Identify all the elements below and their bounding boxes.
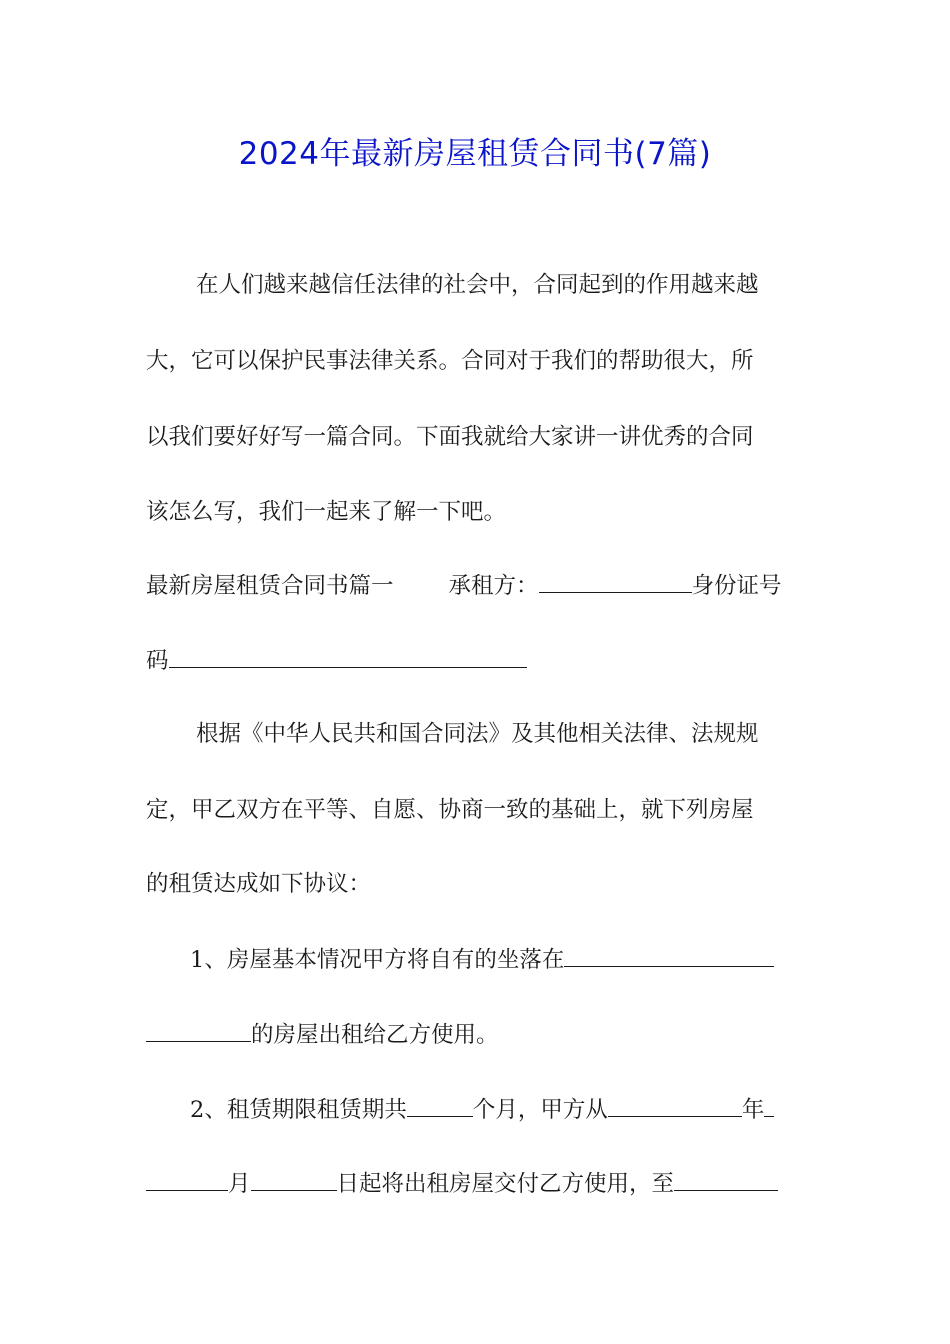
clause2-line-1 (190, 1094, 774, 1125)
id-label-end: 码 (146, 648, 169, 674)
basis-line-1: 根据《中华人民共和国合同法》及其他相关法律、法规规 (196, 721, 759, 747)
lessee-blank[interactable] (539, 570, 692, 593)
end-date-blank[interactable] (674, 1168, 778, 1191)
clause2-text-e: 日起将出租房屋交付乙方使用，至 (336, 1171, 675, 1197)
clause2-text-b: 个月，甲方从 (472, 1097, 608, 1123)
document-title: 2024年最新房屋租赁合同书(7篇) (238, 136, 712, 172)
id-number-blank[interactable] (169, 645, 527, 668)
clause1-line-1 (190, 944, 774, 975)
id-label-start: 身份证号 (691, 573, 782, 599)
clause2-line-2 (146, 1168, 778, 1199)
clause2-text-d: 月 (228, 1171, 251, 1197)
intro-line-3: 以我们要好好写一篇合同。下面我就给大家讲一讲优秀的合同 (146, 424, 754, 450)
basis-line-3: 的租赁达成如下协议： (146, 871, 372, 897)
start-day-blank[interactable] (251, 1168, 337, 1191)
intro-line-2: 大，它可以保护民事法律关系。合同对于我们的帮助很大，所 (146, 348, 754, 374)
clause2-text-c: 年 (741, 1097, 765, 1123)
start-year-blank[interactable] (608, 1094, 742, 1117)
basis-line-2: 定，甲乙双方在平等、自愿、协商一致的基础上，就下列房屋 (146, 797, 754, 823)
location-blank-cont[interactable] (146, 1019, 251, 1042)
months-blank[interactable] (407, 1094, 473, 1117)
clause2-text-a: 2、租赁期限租赁期共 (190, 1097, 407, 1123)
section-header-line (146, 570, 782, 601)
intro-line-4: 该怎么写，我们一起来了解一下吧。 (146, 499, 507, 525)
clause1-line-2 (146, 1019, 499, 1050)
start-month-blank[interactable] (764, 1094, 774, 1117)
lessee-label: 承租方： (448, 573, 539, 599)
clause1-text-b: 的房屋出租给乙方使用。 (251, 1022, 499, 1048)
location-blank[interactable] (564, 944, 774, 967)
id-line (146, 645, 527, 676)
start-month-blank-cont[interactable] (146, 1168, 228, 1191)
intro-line-1: 在人们越来越信任法律的社会中，合同起到的作用越来越 (196, 272, 759, 298)
clause1-text-a: 1、房屋基本情况甲方将自有的坐落在 (190, 947, 565, 973)
section-title: 最新房屋租赁合同书篇一 (146, 573, 394, 599)
